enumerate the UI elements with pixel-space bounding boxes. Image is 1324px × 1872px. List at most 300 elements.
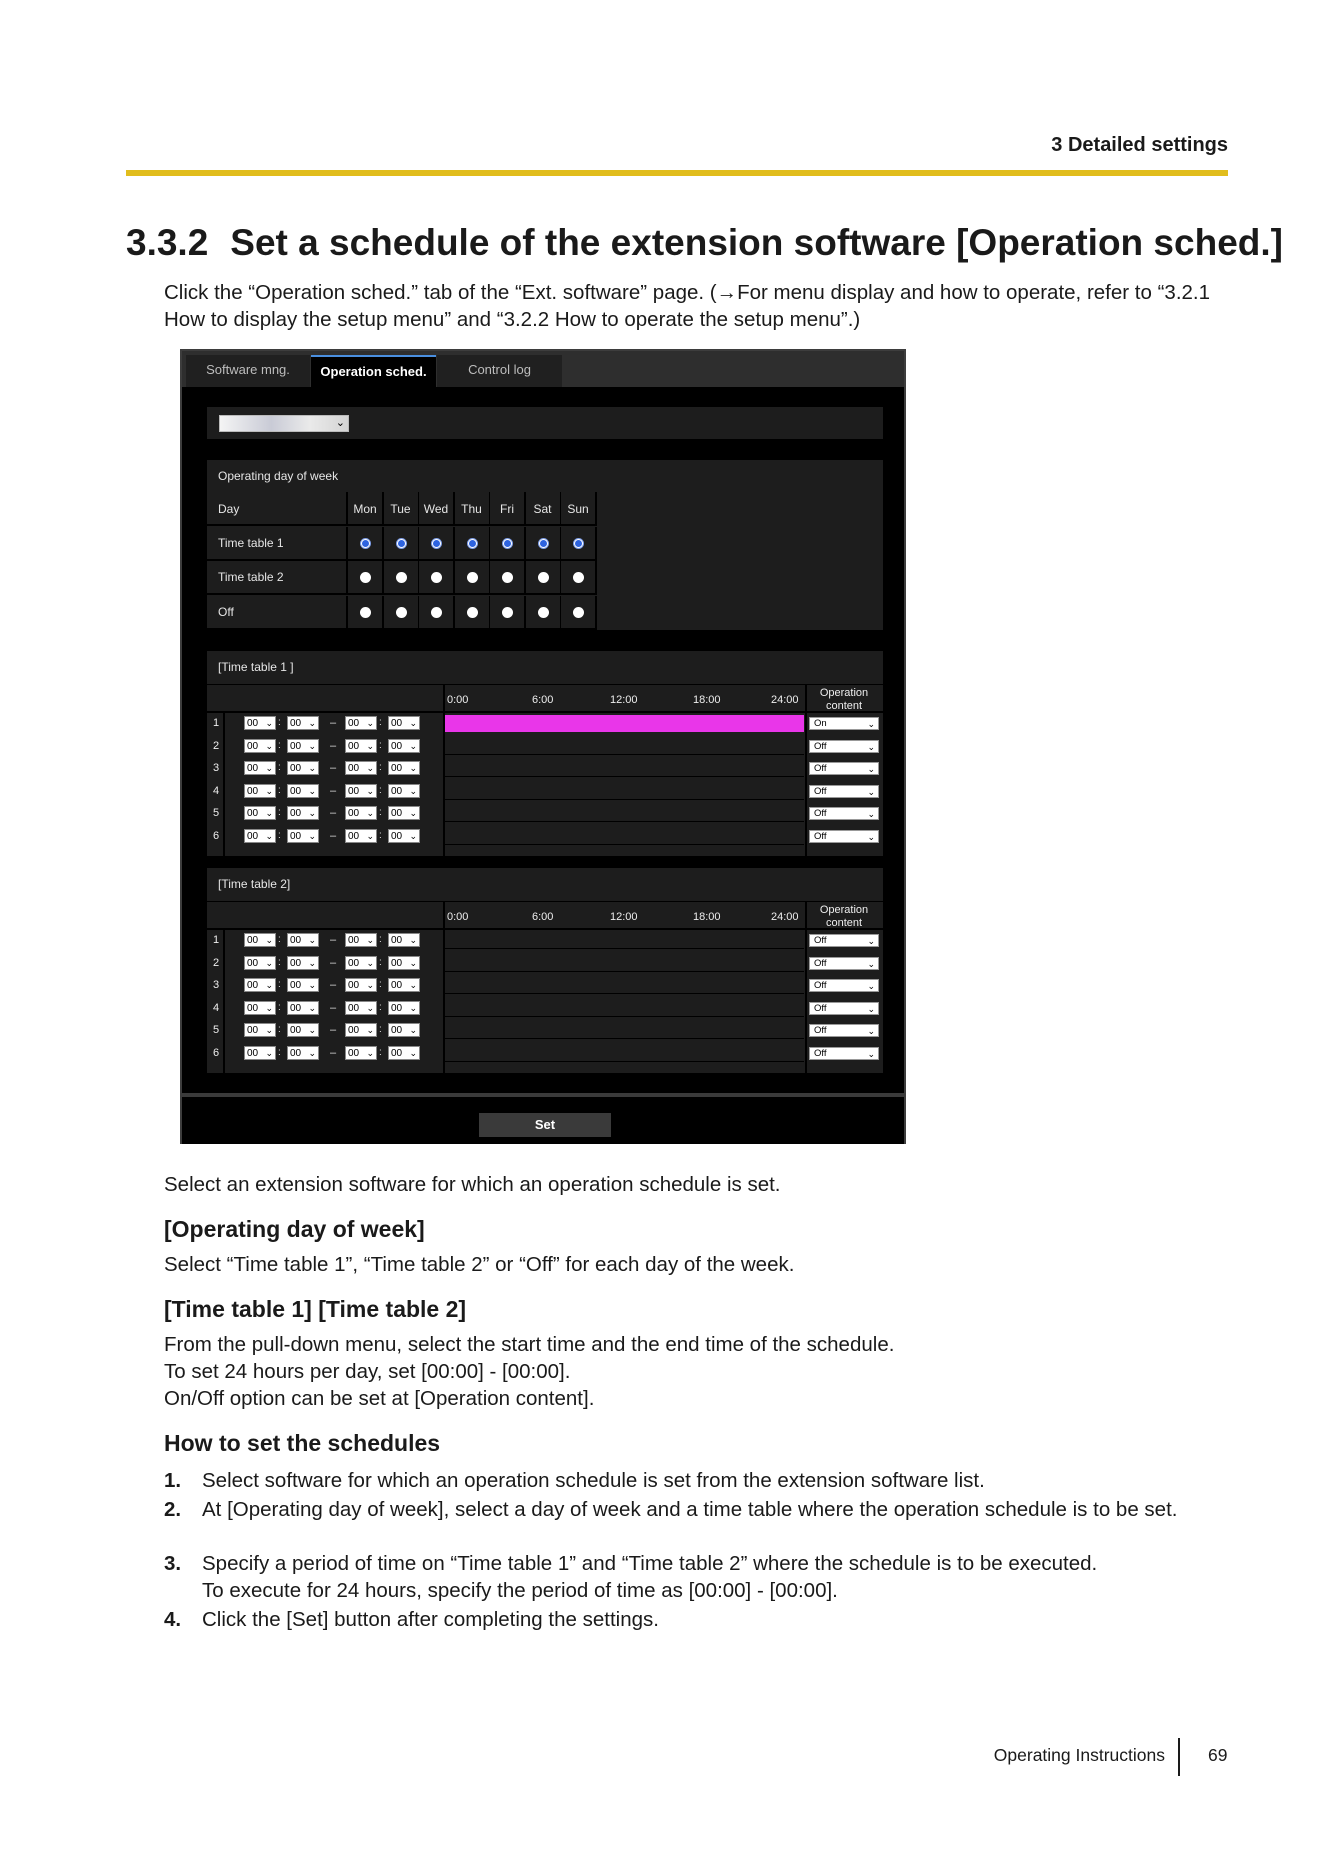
colon-separator: : <box>379 956 382 968</box>
select-value: 00 <box>348 1002 360 1014</box>
chapter-header: 3 Detailed settings <box>1051 134 1228 156</box>
schedule-row <box>207 1000 883 1019</box>
radio-sun-3[interactable] <box>573 607 584 618</box>
schedule-bar <box>445 805 804 822</box>
step-text: At [Operating day of week], select a day of week and a time table where the operation schedule is to be set. <box>202 1498 1178 1521</box>
select-value: 00 <box>348 763 360 774</box>
row-number: 2 <box>213 739 220 752</box>
hour-label: 12:00 <box>610 911 638 923</box>
section-number: 3.3.2 <box>126 222 209 263</box>
end-minute-select[interactable] <box>388 739 420 753</box>
tab-operation-sched[interactable]: Operation sched. <box>311 355 436 387</box>
chevron-down-icon: ⌄ <box>366 1025 374 1035</box>
operation-content-select[interactable] <box>809 1047 879 1060</box>
range-dash: – <box>330 784 337 797</box>
chevron-down-icon: ⌄ <box>308 1025 316 1035</box>
start-hour-select[interactable] <box>244 933 276 947</box>
chevron-down-icon: ⌄ <box>409 957 417 968</box>
select-value: 00 <box>290 980 302 991</box>
page-number: 69 <box>1208 1745 1228 1765</box>
select-value: 00 <box>348 1025 360 1036</box>
end-minute-select[interactable] <box>388 1001 420 1015</box>
chevron-down-icon: ⌄ <box>308 1047 316 1058</box>
row-label: Off <box>218 605 234 619</box>
chevron-down-icon: ⌄ <box>308 935 316 945</box>
end-minute-select[interactable] <box>388 933 420 947</box>
range-dash: – <box>330 934 337 946</box>
colon-separator: : <box>278 1046 281 1058</box>
chevron-down-icon: ⌄ <box>409 1047 417 1058</box>
day-header-mon: Mon <box>353 502 377 516</box>
operation-content-select[interactable] <box>809 717 879 730</box>
software-select[interactable] <box>219 415 349 432</box>
start-minute-select[interactable] <box>287 829 319 843</box>
start-minute-select[interactable] <box>287 716 319 730</box>
start-minute-select[interactable] <box>287 761 319 775</box>
radio-thu-2[interactable] <box>467 572 478 583</box>
end-hour-select[interactable] <box>345 761 377 775</box>
chevron-down-icon: ⌄ <box>867 741 875 752</box>
operation-content-select[interactable] <box>809 807 879 820</box>
operation-content-select[interactable] <box>809 762 879 775</box>
radio-mon-2[interactable] <box>360 572 371 583</box>
radio-fri-3[interactable] <box>502 607 513 618</box>
start-minute-select[interactable] <box>287 956 319 970</box>
select-value: 00 <box>247 1002 259 1014</box>
colon-separator: : <box>278 762 281 773</box>
schedule-bar <box>445 715 804 732</box>
footer-label: Operating Instructions <box>993 1745 1165 1765</box>
radio-cell <box>526 527 562 561</box>
row-number: 3 <box>213 762 220 774</box>
select-value: 00 <box>290 935 302 946</box>
range-dash: – <box>330 829 337 842</box>
end-minute-select[interactable] <box>388 978 420 992</box>
select-value: 00 <box>290 830 302 842</box>
schedule-bar <box>445 783 804 800</box>
select-value: 00 <box>290 763 302 774</box>
radio-wed-3[interactable] <box>431 607 442 618</box>
schedule-row <box>207 760 883 779</box>
day-header-tue: Tue <box>390 502 411 516</box>
end-minute-select[interactable] <box>388 1023 420 1037</box>
chevron-down-icon: ⌄ <box>308 808 316 818</box>
select-value: 00 <box>247 935 259 946</box>
select-value: 00 <box>290 1047 302 1059</box>
select-value: Off <box>814 740 827 752</box>
chevron-down-icon: ⌄ <box>308 957 316 968</box>
start-minute-select[interactable] <box>287 1046 319 1060</box>
set-button[interactable]: Set <box>479 1113 611 1137</box>
hour-label: 6:00 <box>532 694 554 706</box>
hour-label: 24:00 <box>771 911 799 923</box>
radio-cell <box>384 596 420 630</box>
radio-tue-2[interactable] <box>396 572 407 583</box>
start-hour-select[interactable] <box>244 829 276 843</box>
chevron-down-icon: ⌄ <box>366 763 374 773</box>
day-header: Day <box>218 502 240 516</box>
hour-label: 24:00 <box>771 694 799 706</box>
step-text: Select software for which an operation schedule is set from the extension software list. <box>202 1469 985 1492</box>
radio-cell <box>384 561 420 595</box>
chevron-down-icon: ⌄ <box>409 763 417 773</box>
radio-wed-2[interactable] <box>431 572 442 583</box>
hour-label: 0:00 <box>447 694 469 706</box>
select-value: 00 <box>391 830 403 842</box>
range-dash: – <box>330 717 337 729</box>
row-number: 2 <box>213 956 220 969</box>
radio-sun-2[interactable] <box>573 572 584 583</box>
chevron-down-icon: ⌄ <box>265 740 273 751</box>
operation-content-select[interactable] <box>809 957 879 970</box>
radio-cell <box>455 561 491 595</box>
start-hour-select[interactable] <box>244 784 276 798</box>
colon-separator: : <box>379 829 382 841</box>
chevron-down-icon: ⌄ <box>409 980 417 990</box>
step-text: Specify a period of time on “Time table 1” and “Time table 2” where the schedule is to be executed. <box>202 1552 1098 1575</box>
range-dash: – <box>330 807 337 819</box>
radio-mon-1[interactable] <box>360 538 371 549</box>
colon-separator: : <box>379 1046 382 1058</box>
chevron-down-icon: ⌄ <box>366 1047 374 1058</box>
end-minute-select[interactable] <box>388 716 420 730</box>
radio-cell <box>348 596 384 630</box>
chevron-down-icon: ⌄ <box>366 935 374 945</box>
timetable-line-2: To set 24 hours per day, set [00:00] - [00:00]. <box>164 1360 571 1383</box>
day-cell-sun <box>561 492 597 526</box>
end-minute-select[interactable] <box>388 806 420 820</box>
radio-sat-3[interactable] <box>538 607 549 618</box>
start-minute-select[interactable] <box>287 1023 319 1037</box>
chevron-down-icon: ⌄ <box>366 1002 374 1013</box>
range-dash: – <box>330 762 337 774</box>
select-value: Off <box>814 1025 827 1036</box>
select-value: 00 <box>290 1025 302 1036</box>
colon-separator: : <box>379 979 382 990</box>
chevron-down-icon: ⌄ <box>265 718 273 728</box>
colon-separator: : <box>379 1024 382 1035</box>
time-header-row <box>207 685 883 713</box>
select-value: 00 <box>247 957 259 969</box>
radio-fri-1[interactable] <box>502 538 513 549</box>
start-hour-select[interactable] <box>244 1001 276 1015</box>
select-value: 00 <box>290 785 302 797</box>
select-value: 00 <box>247 808 259 819</box>
colon-separator: : <box>379 934 382 945</box>
start-hour-select[interactable] <box>244 956 276 970</box>
header-rule <box>126 170 1228 176</box>
start-hour-select[interactable] <box>244 1046 276 1060</box>
end-hour-select[interactable] <box>345 1046 377 1060</box>
row-number: 6 <box>213 829 220 842</box>
select-value: Off <box>814 763 827 774</box>
operation-schedule-screenshot <box>180 349 906 1144</box>
schedule-bar <box>445 1000 804 1017</box>
range-dash: – <box>330 1001 337 1014</box>
row-number: 5 <box>213 1024 220 1036</box>
select-value: Off <box>814 1002 827 1014</box>
radio-cell <box>490 527 526 561</box>
select-value: Off <box>814 785 827 797</box>
chevron-down-icon: ⌄ <box>308 740 316 751</box>
select-software-text: Select an extension software for which an operation schedule is set. <box>164 1173 781 1196</box>
colon-separator: : <box>278 979 281 990</box>
intro-paragraph: Click the “Operation sched.” tab of the “Ext. software” page. (→For menu display and how to operate, refer to “3.2.1 How to display the setup menu” and “3.2.2 How to operate the setup menu”.) <box>164 281 1211 331</box>
schedule-row <box>207 738 883 757</box>
end-hour-select[interactable] <box>345 716 377 730</box>
chevron-down-icon: ⌄ <box>366 980 374 990</box>
schedule-row <box>207 805 883 824</box>
radio-wed-1[interactable] <box>431 538 442 549</box>
tab-software-mng[interactable]: Software mng. <box>186 355 310 387</box>
chevron-down-icon: ⌄ <box>867 958 875 969</box>
section-title-text: Set a schedule of the extension software [Operation sched.] <box>230 222 1283 263</box>
chevron-down-icon: ⌄ <box>366 957 374 968</box>
start-minute-select[interactable] <box>287 1001 319 1015</box>
chevron-down-icon: ⌄ <box>366 830 374 841</box>
end-hour-select[interactable] <box>345 933 377 947</box>
hour-label: 18:00 <box>693 694 721 706</box>
chevron-down-icon: ⌄ <box>409 785 417 796</box>
end-hour-select[interactable] <box>345 739 377 753</box>
howto-heading: How to set the schedules <box>164 1430 441 1456</box>
colon-separator: : <box>379 739 382 751</box>
schedule-bar <box>445 760 804 777</box>
opday-text: Select “Time table 1”, “Time table 2” or “Off” for each day of the week. <box>164 1253 795 1276</box>
hour-label: 12:00 <box>610 694 638 706</box>
select-value: 00 <box>391 740 403 752</box>
start-minute-select[interactable] <box>287 784 319 798</box>
select-value: 00 <box>391 718 403 729</box>
chevron-down-icon: ⌄ <box>867 809 875 819</box>
step-number: 1. <box>164 1469 182 1492</box>
time-table-2 <box>207 902 883 1073</box>
end-hour-select[interactable] <box>345 806 377 820</box>
schedule-bar <box>445 828 804 845</box>
row-number: 5 <box>213 807 220 819</box>
chevron-down-icon: ⌄ <box>265 957 273 968</box>
chevron-down-icon: ⌄ <box>867 936 875 946</box>
schedule-row <box>207 1045 883 1064</box>
radio-tue-1[interactable] <box>396 538 407 549</box>
end-minute-select[interactable] <box>388 784 420 798</box>
radio-cell <box>348 561 384 595</box>
chevron-down-icon: ⌄ <box>265 785 273 796</box>
radio-tue-3[interactable] <box>396 607 407 618</box>
start-hour-select[interactable] <box>244 806 276 820</box>
range-dash: – <box>330 739 337 752</box>
radio-cell <box>419 561 455 595</box>
chevron-down-icon: ⌄ <box>265 1047 273 1058</box>
colon-separator: : <box>278 956 281 968</box>
end-hour-select[interactable] <box>345 784 377 798</box>
schedule-bar <box>445 977 804 994</box>
chevron-down-icon: ⌄ <box>308 763 316 773</box>
row-number: 1 <box>213 934 220 946</box>
select-value: 00 <box>348 718 360 729</box>
operation-content-select[interactable] <box>809 934 879 947</box>
select-value: On <box>814 718 827 729</box>
operation-content-header: Operation content <box>819 687 869 712</box>
operation-content-select[interactable] <box>809 1002 879 1015</box>
timetable-line-3: On/Off option can be set at [Operation content]. <box>164 1387 595 1410</box>
chevron-down-icon: ⌄ <box>409 718 417 728</box>
chevron-down-icon: ⌄ <box>308 718 316 728</box>
colon-separator: : <box>379 807 382 818</box>
row-label-cell <box>207 596 348 630</box>
step-text: To execute for 24 hours, specify the period of time as [00:00] - [00:00]. <box>202 1579 838 1602</box>
radio-mon-3[interactable] <box>360 607 371 618</box>
operation-content-select[interactable] <box>809 1024 879 1037</box>
opday-heading: [Operating day of week] <box>164 1216 425 1242</box>
select-value: 00 <box>348 740 360 752</box>
radio-cell <box>419 527 455 561</box>
schedule-bar <box>445 1045 804 1062</box>
start-hour-select[interactable] <box>244 716 276 730</box>
chevron-down-icon: ⌄ <box>308 980 316 990</box>
colon-separator: : <box>278 829 281 841</box>
end-minute-select[interactable] <box>388 956 420 970</box>
schedule-bar-fill <box>445 715 804 732</box>
select-value: Off <box>814 935 827 946</box>
schedule-bar <box>445 738 804 755</box>
radio-thu-1[interactable] <box>467 538 478 549</box>
colon-separator: : <box>278 739 281 751</box>
day-header-sun: Sun <box>567 502 589 516</box>
start-minute-select[interactable] <box>287 933 319 947</box>
step-text: Click the [Set] button after completing the settings. <box>202 1608 659 1631</box>
select-value: Off <box>814 1047 827 1059</box>
chevron-down-icon: ⌄ <box>867 719 875 729</box>
row-number: 1 <box>213 717 220 729</box>
end-hour-select[interactable] <box>345 1001 377 1015</box>
colon-separator: : <box>379 762 382 773</box>
colon-separator: : <box>278 717 281 728</box>
select-value: Off <box>814 980 827 991</box>
select-value: 00 <box>391 763 403 774</box>
schedule-bar <box>445 1022 804 1039</box>
end-minute-select[interactable] <box>388 1046 420 1060</box>
chevron-down-icon: ⌄ <box>265 1025 273 1035</box>
end-hour-select[interactable] <box>345 1023 377 1037</box>
start-minute-select[interactable] <box>287 806 319 820</box>
end-hour-select[interactable] <box>345 978 377 992</box>
select-value: 00 <box>290 957 302 969</box>
radio-sun-1[interactable] <box>573 538 584 549</box>
schedule-row <box>207 1022 883 1041</box>
select-value: 00 <box>348 935 360 946</box>
schedule-row <box>207 955 883 974</box>
start-hour-select[interactable] <box>244 761 276 775</box>
start-hour-select[interactable] <box>244 1023 276 1037</box>
tab-bar <box>182 351 904 387</box>
select-value: 00 <box>391 1047 403 1059</box>
tab-control-log[interactable]: Control log <box>437 355 562 387</box>
row-label: Time table 2 <box>218 570 284 584</box>
row-label-cell <box>207 561 348 595</box>
day-header-fri: Fri <box>500 502 514 516</box>
colon-separator: : <box>278 807 281 818</box>
select-value: Off <box>814 957 827 969</box>
colon-separator: : <box>278 1001 281 1013</box>
radio-cell <box>419 596 455 630</box>
operation-content-select[interactable] <box>809 979 879 992</box>
time-table-1-heading: [Time table 1 ] <box>207 651 883 684</box>
chevron-down-icon: ⌄ <box>308 785 316 796</box>
chevron-down-icon: ⌄ <box>366 808 374 818</box>
select-value: 00 <box>247 1025 259 1036</box>
chevron-down-icon: ⌄ <box>867 1026 875 1036</box>
start-minute-select[interactable] <box>287 978 319 992</box>
row-number: 6 <box>213 1046 220 1059</box>
schedule-bar <box>445 955 804 972</box>
row-number: 4 <box>213 784 220 797</box>
chevron-down-icon: ⌄ <box>409 1025 417 1035</box>
operation-content-select[interactable] <box>809 830 879 843</box>
radio-sat-2[interactable] <box>538 572 549 583</box>
start-hour-select[interactable] <box>244 739 276 753</box>
select-value: 00 <box>290 808 302 819</box>
step-number: 3. <box>164 1552 182 1575</box>
chevron-down-icon: ⌄ <box>867 764 875 774</box>
operation-content-select[interactable] <box>809 785 879 798</box>
end-minute-select[interactable] <box>388 761 420 775</box>
schedule-row <box>207 828 883 847</box>
select-value: 00 <box>247 763 259 774</box>
schedule-row <box>207 977 883 996</box>
chevron-down-icon: ⌄ <box>867 786 875 797</box>
end-hour-select[interactable] <box>345 829 377 843</box>
select-value: 00 <box>290 718 302 729</box>
radio-thu-3[interactable] <box>467 607 478 618</box>
radio-sat-1[interactable] <box>538 538 549 549</box>
range-dash: – <box>330 1024 337 1036</box>
chevron-down-icon: ⌄ <box>409 808 417 818</box>
select-value: Off <box>814 830 827 842</box>
hour-label: 6:00 <box>532 911 554 923</box>
radio-cell <box>384 527 420 561</box>
row-label: Time table 1 <box>218 536 284 550</box>
schedule-bar <box>445 932 804 949</box>
radio-cell <box>561 527 597 561</box>
select-value: 00 <box>290 1002 302 1014</box>
select-value: 00 <box>348 808 360 819</box>
chevron-down-icon: ⌄ <box>409 740 417 751</box>
colon-separator: : <box>379 1001 382 1013</box>
radio-fri-2[interactable] <box>502 572 513 583</box>
schedule-row <box>207 932 883 951</box>
select-value: 00 <box>247 1047 259 1059</box>
chevron-down-icon: ⌄ <box>409 830 417 841</box>
start-hour-select[interactable] <box>244 978 276 992</box>
radio-cell <box>561 561 597 595</box>
start-minute-select[interactable] <box>287 739 319 753</box>
end-hour-select[interactable] <box>345 956 377 970</box>
operating-day-heading: Operating day of week <box>207 460 883 493</box>
operating-day-table <box>207 492 883 630</box>
range-dash: – <box>330 979 337 991</box>
select-value: 00 <box>391 785 403 797</box>
operation-content-select[interactable] <box>809 740 879 753</box>
select-value: 00 <box>247 830 259 842</box>
select-value: 00 <box>290 740 302 752</box>
end-minute-select[interactable] <box>388 829 420 843</box>
chevron-down-icon: ⌄ <box>265 808 273 818</box>
radio-cell <box>526 596 562 630</box>
hour-label: 18:00 <box>693 911 721 923</box>
select-value: 00 <box>247 980 259 991</box>
select-value: 00 <box>391 935 403 946</box>
